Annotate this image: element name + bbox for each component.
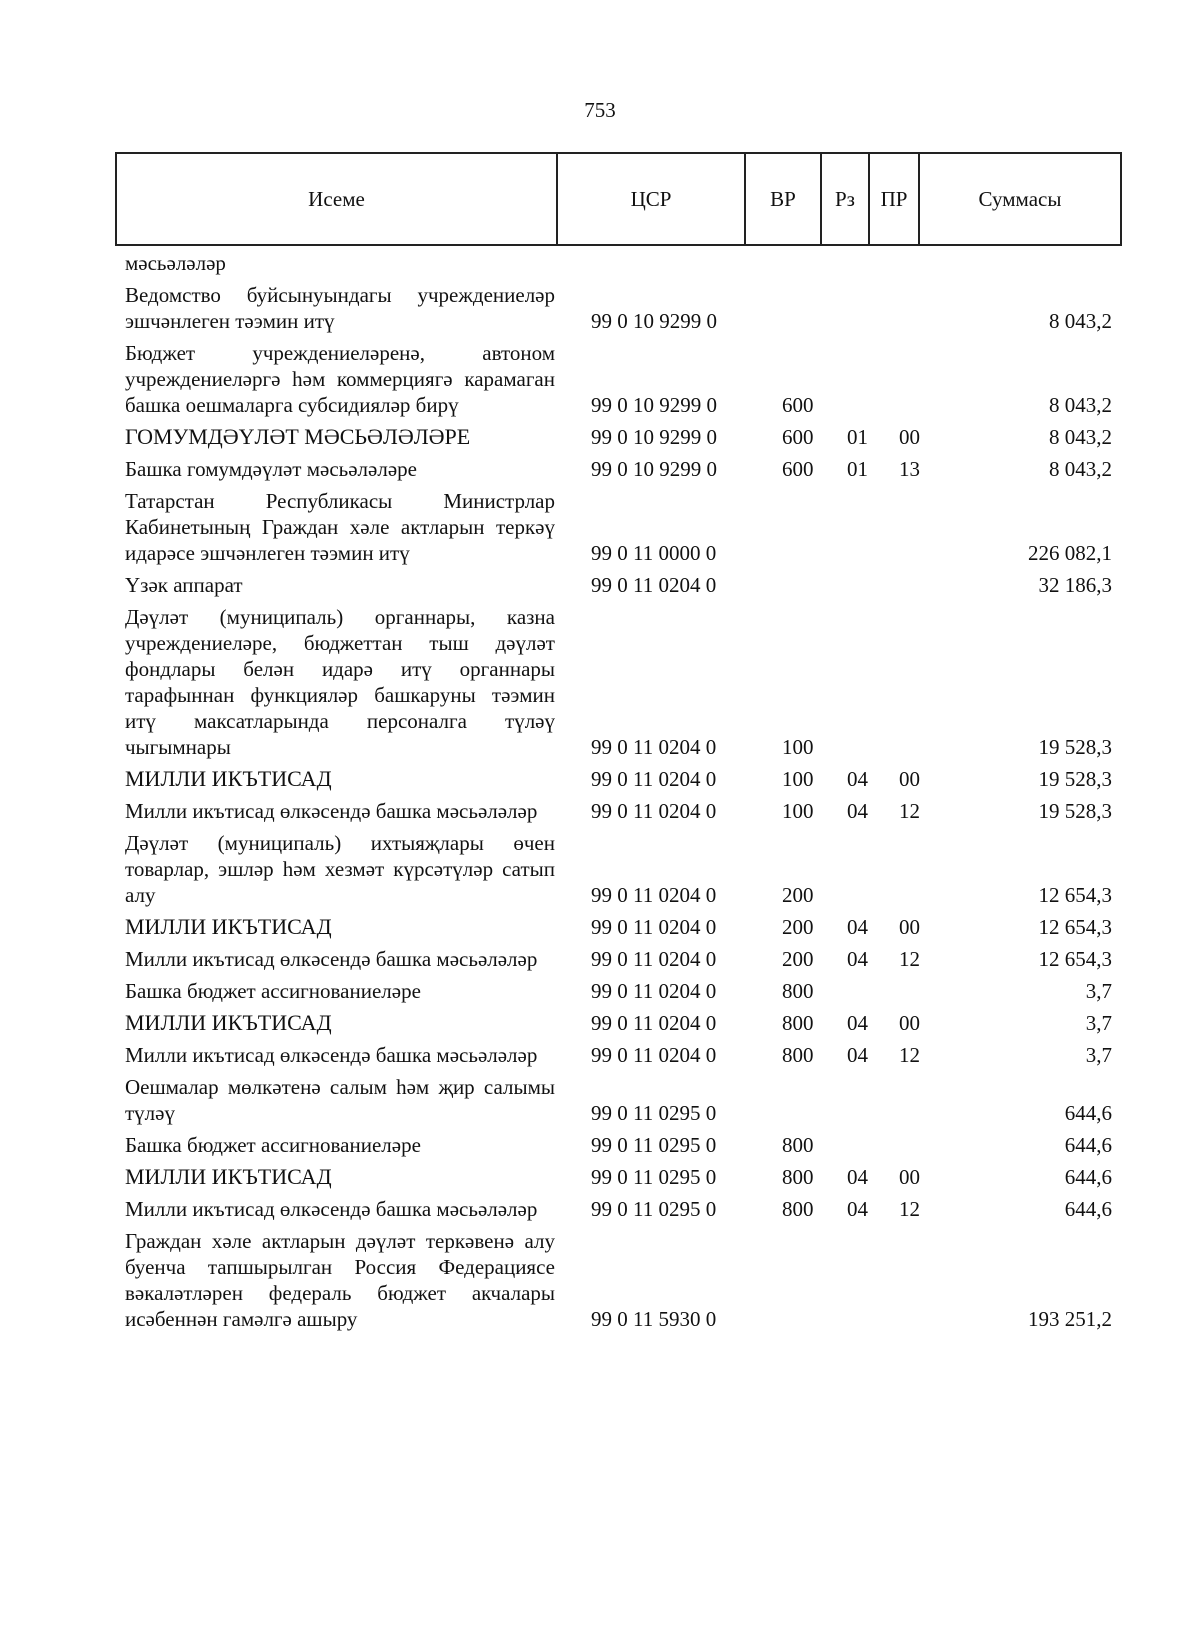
row-rz: 01 [847, 425, 868, 449]
row-sum: 644,6 [1064, 1165, 1112, 1189]
row-pr: 00 [899, 1011, 920, 1035]
table-row [115, 1074, 1120, 1126]
column-header-sum: Суммасы [919, 153, 1121, 245]
row-csr: 99 0 11 0204 0 [591, 947, 717, 971]
row-csr: 99 0 11 0295 0 [591, 1197, 717, 1221]
row-codes [115, 250, 1120, 276]
row-pr: 00 [899, 767, 920, 791]
row-name: ГОМУМДӘҮЛӘТ МӘСЬӘЛӘЛӘРЕ [125, 424, 471, 449]
row-sum: 19 528,3 [1038, 735, 1112, 759]
row-csr: 99 0 11 0204 0 [591, 1043, 717, 1067]
table-row [115, 914, 1120, 940]
row-sum: 12 654,3 [1038, 883, 1112, 907]
row-name: МИЛЛИ ИКЪТИСАД [125, 766, 332, 791]
row-csr: 99 0 10 9299 0 [591, 457, 717, 481]
row-csr: 99 0 11 0204 0 [591, 767, 717, 791]
row-name: Милли икътисад өлкәсендә башка мәсьәләләр [125, 1043, 538, 1067]
row-codes [115, 1042, 1120, 1068]
row-codes [115, 572, 1120, 598]
row-pr: 12 [899, 1197, 920, 1221]
table-row [115, 604, 1120, 760]
table-row [115, 572, 1120, 598]
row-vr: 600 [782, 425, 814, 449]
row-sum: 3,7 [1085, 1011, 1112, 1035]
row-name: Милли икътисад өлкәсендә башка мәсьәләләр [125, 947, 538, 971]
row-name: мәсьәләләр [125, 251, 226, 275]
row-codes [115, 424, 1120, 450]
table-row [115, 1010, 1120, 1036]
column-header-rz: Рз [821, 153, 869, 245]
table-row [115, 340, 1120, 418]
row-pr: 12 [899, 947, 920, 971]
row-name: Башка бюджет ассигнованиеләре [125, 979, 421, 1003]
row-sum: 3,7 [1085, 979, 1112, 1003]
table-body [115, 250, 1120, 1338]
row-codes [115, 882, 1120, 908]
column-header-name: Исеме [116, 153, 557, 245]
row-csr: 99 0 11 0204 0 [591, 573, 717, 597]
row-name: Дәүләт (муниципаль) ихтыяҗлары өчен товарлар, эшләр һәм хезмәт күрсәтүләр сатып алу [125, 831, 555, 907]
row-csr: 99 0 11 0204 0 [591, 979, 717, 1003]
row-name: Ведомство буйсынуындагы учреждениеләр эшчәнлеген тәэмин итү [125, 283, 555, 333]
row-codes [115, 914, 1120, 940]
row-codes [115, 1010, 1120, 1036]
row-name: Милли икътисад өлкәсендә башка мәсьәләләр [125, 799, 538, 823]
row-sum: 644,6 [1064, 1133, 1112, 1157]
row-csr: 99 0 11 0204 0 [591, 915, 717, 939]
row-sum: 3,7 [1085, 1043, 1112, 1067]
row-rz: 04 [847, 1011, 868, 1035]
row-sum: 8 043,2 [1049, 457, 1112, 481]
row-vr: 800 [782, 1011, 814, 1035]
row-vr: 800 [782, 979, 814, 1003]
row-pr: 00 [899, 1165, 920, 1189]
row-vr: 100 [782, 767, 814, 791]
row-sum: 644,6 [1064, 1197, 1112, 1221]
row-csr: 99 0 11 0204 0 [591, 883, 717, 907]
table-row [115, 1228, 1120, 1332]
row-name: МИЛЛИ ИКЪТИСАД [125, 1010, 332, 1035]
row-pr: 00 [899, 425, 920, 449]
row-name: Башка бюджет ассигнованиеләре [125, 1133, 421, 1157]
table-row [115, 830, 1120, 908]
row-name: Башка гомумдәүләт мәсьәләләре [125, 457, 417, 481]
row-vr: 800 [782, 1043, 814, 1067]
row-csr: 99 0 10 9299 0 [591, 309, 717, 333]
row-codes [115, 308, 1120, 334]
row-sum: 8 043,2 [1049, 425, 1112, 449]
row-rz: 04 [847, 799, 868, 823]
row-rz: 04 [847, 767, 868, 791]
row-vr: 800 [782, 1165, 814, 1189]
table-row [115, 488, 1120, 566]
table-row [115, 282, 1120, 334]
row-csr: 99 0 11 0204 0 [591, 735, 717, 759]
column-header-pr: ПР [869, 153, 919, 245]
row-sum: 644,6 [1064, 1101, 1112, 1125]
row-vr: 100 [782, 799, 814, 823]
table-row [115, 978, 1120, 1004]
table-row [115, 1196, 1120, 1222]
row-name: МИЛЛИ ИКЪТИСАД [125, 1164, 332, 1189]
table-row [115, 1042, 1120, 1068]
row-codes [115, 798, 1120, 824]
row-pr: 12 [899, 1043, 920, 1067]
table-row [115, 946, 1120, 972]
table-row [115, 766, 1120, 792]
table-row [115, 1164, 1120, 1190]
row-csr: 99 0 11 0295 0 [591, 1165, 717, 1189]
row-name: Бюджет учреждениеләренә, автоном учреждениеләргә һәм коммерциягә карамаган башка оешмаларга субсидияләр бирү [125, 341, 555, 417]
column-header-vr: ВР [745, 153, 821, 245]
row-sum: 12 654,3 [1038, 915, 1112, 939]
row-pr: 12 [899, 799, 920, 823]
row-rz: 04 [847, 915, 868, 939]
table-row [115, 250, 1120, 276]
row-sum: 8 043,2 [1049, 393, 1112, 417]
row-codes [115, 946, 1120, 972]
row-vr: 200 [782, 883, 814, 907]
page-number: 753 [584, 98, 616, 122]
row-sum: 19 528,3 [1038, 767, 1112, 791]
row-csr: 99 0 10 9299 0 [591, 393, 717, 417]
table-row [115, 456, 1120, 482]
row-name: МИЛЛИ ИКЪТИСАД [125, 914, 332, 939]
row-vr: 600 [782, 393, 814, 417]
row-sum: 193 251,2 [1028, 1307, 1112, 1331]
row-pr: 13 [899, 457, 920, 481]
row-name: Оешмалар мөлкәтенә салым һәм җир салымы түләү [125, 1075, 555, 1125]
row-vr: 800 [782, 1133, 814, 1157]
row-rz: 04 [847, 947, 868, 971]
row-codes [115, 766, 1120, 792]
row-rz: 04 [847, 1165, 868, 1189]
row-sum: 12 654,3 [1038, 947, 1112, 971]
row-vr: 200 [782, 915, 814, 939]
row-csr: 99 0 11 0295 0 [591, 1133, 717, 1157]
row-csr: 99 0 10 9299 0 [591, 425, 717, 449]
row-vr: 600 [782, 457, 814, 481]
row-vr: 100 [782, 735, 814, 759]
row-pr: 00 [899, 915, 920, 939]
row-csr: 99 0 11 5930 0 [591, 1307, 717, 1331]
row-codes [115, 456, 1120, 482]
row-rz: 04 [847, 1197, 868, 1221]
table-header [115, 152, 1122, 246]
row-csr: 99 0 11 0204 0 [591, 1011, 717, 1035]
column-header-csr: ЦСР [557, 153, 745, 245]
row-codes [115, 1132, 1120, 1158]
table-row [115, 798, 1120, 824]
row-codes [115, 1196, 1120, 1222]
row-name: Татарстан Республикасы Министрлар Кабинетының Граждан хәле актларын теркәү идарәсе эшчәнлеген тәэмин итү [125, 489, 555, 565]
row-codes [115, 540, 1120, 566]
row-codes [115, 1164, 1120, 1190]
row-codes [115, 734, 1120, 760]
row-name: Дәүләт (муниципаль) органнары, казна учреждениеләре, бюджеттан тыш дәүләт фондлары белән идарә итү органнары тарафыннан функцияләр башкаруны тәэмин итү максатларында персоналга түләү чыгымнары [125, 605, 555, 759]
row-codes [115, 978, 1120, 1004]
row-sum: 8 043,2 [1049, 309, 1112, 333]
row-codes [115, 392, 1120, 418]
row-vr: 800 [782, 1197, 814, 1221]
row-rz: 04 [847, 1043, 868, 1067]
row-name: Граждан хәле актларын дәүләт теркәвенә алу буенча тапшырылган Россия Федерациясе вәкаләтләрен федераль бюджет акчалары исәбеннән гамәлгә ашыру [125, 1229, 555, 1331]
row-codes [115, 1306, 1120, 1332]
row-name: Үзәк аппарат [125, 573, 243, 597]
row-name: Милли икътисад өлкәсендә башка мәсьәләләр [125, 1197, 538, 1221]
row-csr: 99 0 11 0204 0 [591, 799, 717, 823]
row-vr: 200 [782, 947, 814, 971]
row-csr: 99 0 11 0000 0 [591, 541, 717, 565]
row-sum: 19 528,3 [1038, 799, 1112, 823]
row-sum: 32 186,3 [1038, 573, 1112, 597]
row-csr: 99 0 11 0295 0 [591, 1101, 717, 1125]
table-row [115, 1132, 1120, 1158]
table-row [115, 424, 1120, 450]
row-codes [115, 1100, 1120, 1126]
row-rz: 01 [847, 457, 868, 481]
row-sum: 226 082,1 [1028, 541, 1112, 565]
